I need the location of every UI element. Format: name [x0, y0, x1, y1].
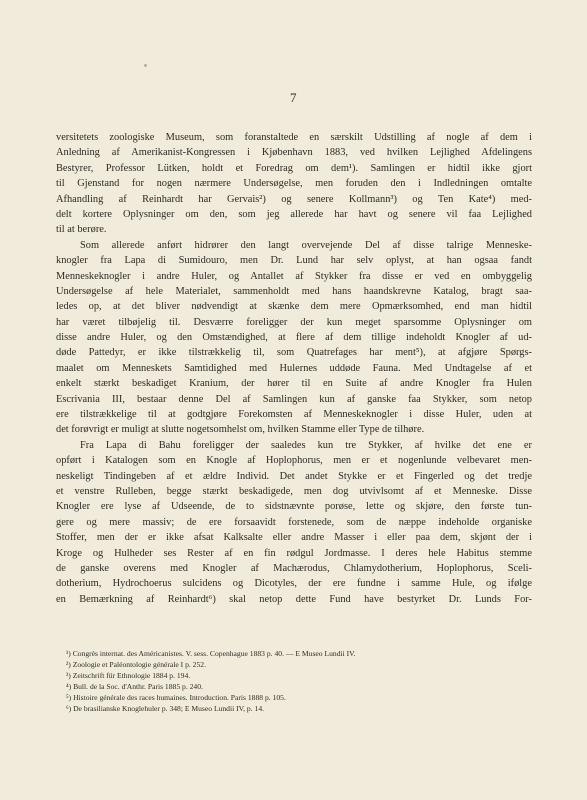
body-line: har været tilbøjelig til. Desværre foreligger der kun meget sparsomme Oplysninger om	[56, 316, 532, 328]
body-line: Afhandling af Reinhardt har Gervais²) og senere Kollmann³) og Ten Kate⁴) med-	[56, 193, 532, 205]
body-line: Stoffer, men der er ikke afsat Kalksalte eller andre Masser i eller paa dem, skjønt der i	[56, 532, 532, 544]
body-line: Som allerede anført hidrører den langt overvejende Del af disse talrige Menneske-	[80, 239, 532, 251]
body-line: gere og mere massiv; de ere forsaavidt forstenede, som de næppe indeholde organiske	[56, 516, 532, 528]
body-line: Undersøgelse af hele Materialet, sammenholdt med hans haandskrevne Katalog, bragt saa-	[56, 285, 532, 297]
body-line: ere tilstrækkelige til at godtgjøre Forekomsten af Menneskeknogler i disse Huler, uden at	[56, 409, 532, 421]
body-line: enkelt stærkt beskadiget Kranium, der hører til en Suite af andre Knogler fra Hulen	[56, 378, 532, 390]
footnote: ²) Zoologie et Paléontologie générale I p. 252.	[66, 660, 206, 669]
footnote: ³) Zeitschrift für Ethnologie 1884 p. 194.	[66, 671, 191, 680]
body-line: døde Pattedyr, er ikke tilstrækkelig til, som Quatrefages har ment⁵), at afgjøre Spørgs-	[56, 347, 532, 359]
paper-speck	[144, 64, 147, 67]
footnote: ⁶) De brasilianske Knoglehuler p. 348; E Museo Lundii IV, p. 14.	[66, 704, 265, 713]
body-line: Fra Lapa di Bahu foreligger der saaledes kun tre Stykker, af hvilke det ene er	[80, 439, 532, 451]
body-line: Bestyrer, Professor Lütken, holdt et Foredrag om dem¹). Samlingen er hidtil ikke gjort	[56, 162, 532, 174]
body-line: Escrivania III, bestaar denne Del af Samlingen kun af ganske faa Stykker, som netop	[56, 393, 532, 405]
body-line: en Bemærkning af Reinhardt⁶) skal netop dette Fund have bestyrket Dr. Lunds For-	[56, 593, 532, 605]
body-line: til at berøre.	[56, 224, 107, 236]
footnotes	[66, 648, 506, 714]
body-line: neskeligt Tindingeben af et ældre Individ. Det andet Stykke er et Fingerled og det tredje	[56, 470, 532, 482]
body-line: maalet om Menneskets Samtidighed med Hulernes uddøde Fauna. Med Undtagelse af et	[56, 362, 532, 374]
body-line: delt kortere Oplysninger om den, som jeg allerede har havt og senere vil faa Lejlighed	[56, 208, 532, 220]
body-line: Knogler ere lyse af Udseende, de to sidstnævnte porøse, lette og skjøre, den første tun-	[56, 501, 532, 513]
body-line: ledes op, at det bliver nødvendigt at skænke dem mere Opmærksomhed, end man hidtil	[56, 301, 532, 313]
body-line: et venstre Rulleben, begge stærkt beskadigede, men dog utvivlsomt af et Menneske. Disse	[56, 485, 532, 497]
body-line: de ganske overens med Knogler af Machærodus, Chlamydotherium, Hoplophorus, Sceli-	[56, 562, 532, 574]
body-line: Kroge og Hulheder ses Rester af en fin rødgul Jordmasse. I deres hele Habitus stemme	[56, 547, 532, 559]
body-line: Menneskeknogler i andre Huler, og Antallet af Stykker fra disse er ved en ombyggelig	[56, 270, 532, 282]
page-number: 7	[290, 90, 297, 105]
body-line: til Gjenstand for nogen nærmere Undersøgelse, men foruden den i Indledningen omtalte	[56, 178, 532, 190]
body-line: versitetets zoologiske Museum, som foranstaltede en særskilt Udstilling af nogle af dem i	[56, 132, 532, 143]
footnote: ⁵) Histoire générale des races humaines. Introduction. Paris 1888 p. 105.	[66, 693, 286, 702]
body-line: Anledning af Amerikanist-Kongressen i Kjøbenhavn 1883, ved hvilken Lejlighed Afdelingens	[56, 147, 532, 159]
body-text	[56, 130, 532, 607]
body-line: dotherium, Hydrochoerus sulcidens og Dicotyles, der ere fundne i samme Hule, og ifølge	[56, 578, 532, 590]
footnote: ⁴) Bull. de la Soc. d'Anthr. Paris 1885 p. 240.	[66, 682, 203, 691]
footnote: ¹) Congrès internat. des Américanistes. V. sess. Copenhague 1883 p. 40. — E Museo Lundii IV.	[66, 649, 356, 658]
body-line: opført i Katalogen som en Knogle af Hoplophorus, men er et nogenlunde velbevaret men-	[56, 455, 532, 467]
body-line: knogler fra Lapa di Sumidouro, men Dr. Lund har selv oplyst, at han ogsaa fandt	[56, 255, 532, 267]
body-line: det forøvrigt er muligt at slutte nogetsomhelst om, hvilken Stamme eller Type de tilhøre.	[56, 424, 425, 436]
body-line: disse andre Huler, og den Omstændighed, at flere af dem tillige indeholdt Knogler af ud-	[56, 332, 532, 344]
